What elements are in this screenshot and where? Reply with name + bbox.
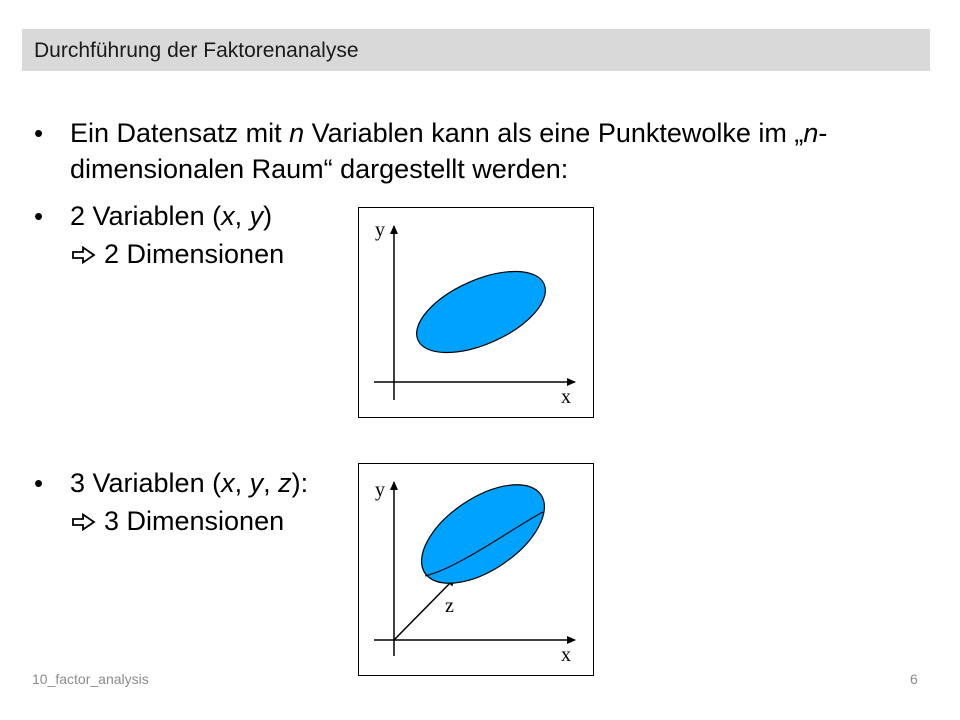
x-axis-label: x bbox=[561, 386, 571, 408]
x-axis-label: x bbox=[561, 644, 571, 666]
text-run: Ein Datensatz mit bbox=[70, 118, 290, 148]
bullet-3-line-2 bbox=[72, 505, 284, 537]
header-bar bbox=[22, 29, 930, 71]
bullet-marker: • bbox=[34, 118, 44, 148]
bullet-1-line-1 bbox=[70, 117, 827, 149]
text-run-italic: y bbox=[249, 468, 264, 498]
bullet-marker: • bbox=[34, 201, 44, 231]
bullet-1-line-2: dimensionalen Raum“ dargestellt werden: bbox=[70, 154, 569, 184]
text-run: , bbox=[263, 468, 279, 498]
data-ellipsoid bbox=[405, 465, 561, 603]
text-run: , bbox=[234, 468, 250, 498]
text-run: 2 Dimensionen bbox=[104, 239, 285, 269]
text-run: ): bbox=[291, 468, 309, 498]
data-ellipse bbox=[405, 255, 557, 370]
text-run: , bbox=[234, 201, 250, 231]
text-run: - bbox=[818, 118, 828, 148]
text-run-italic: z bbox=[278, 468, 292, 498]
y-axis-label: y bbox=[375, 219, 385, 241]
figure-2d-svg bbox=[359, 208, 593, 417]
y-axis-label: y bbox=[375, 479, 385, 501]
figure-3d-ellipsoid bbox=[358, 463, 594, 676]
text-run-italic: x bbox=[221, 201, 235, 231]
text-run-italic: y bbox=[249, 201, 264, 231]
figure-2d-point-cloud bbox=[358, 207, 594, 418]
text-run: ) bbox=[263, 201, 273, 231]
text-run-italic: n bbox=[803, 118, 819, 148]
text-run: Variablen kann als eine Punktewolke im „ bbox=[304, 118, 804, 148]
footer-deck-name: 10_factor_analysis bbox=[32, 671, 149, 687]
figure-3d-svg bbox=[359, 464, 593, 675]
footer-page-number: 6 bbox=[910, 671, 918, 687]
slide-title: Durchführung der Faktorenanalyse bbox=[34, 39, 359, 62]
bullet-2-line-2 bbox=[72, 238, 284, 270]
bullet-2-line-1 bbox=[70, 200, 272, 232]
text-run-italic: x bbox=[221, 468, 235, 498]
text-run: 3 Dimensionen bbox=[104, 506, 285, 536]
text-run: 3 Variablen ( bbox=[70, 468, 222, 498]
z-axis-label: z bbox=[445, 595, 454, 617]
bullet-marker: • bbox=[34, 468, 44, 498]
bullet-3-line-1 bbox=[70, 467, 308, 499]
text-run: 2 Variablen ( bbox=[70, 201, 222, 231]
hollow-right-arrow-icon bbox=[72, 246, 96, 264]
text-run-italic: n bbox=[289, 118, 305, 148]
hollow-right-arrow-icon bbox=[72, 513, 96, 531]
